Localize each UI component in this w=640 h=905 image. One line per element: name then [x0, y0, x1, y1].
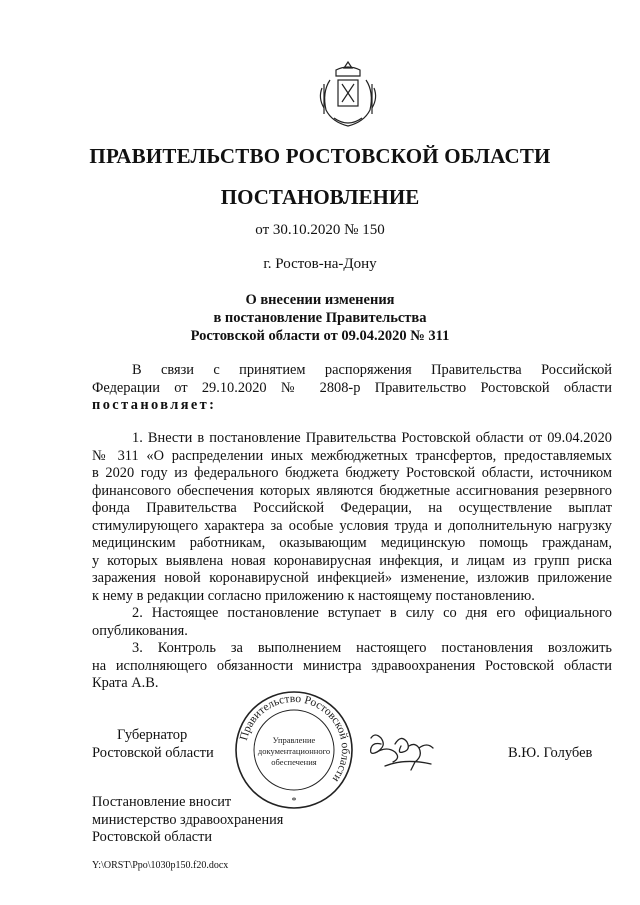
- introduced-by-line: Постановление вносит: [92, 794, 232, 810]
- signer-name: В.Ю. Голубев: [508, 745, 593, 761]
- coat-of-arms-icon: [316, 58, 380, 130]
- preamble-line: В связи с принятием распоряжения Правительства Российской: [132, 362, 612, 378]
- stamp-inner-line3: обеспечения: [271, 757, 317, 767]
- point-line: финансового обеспечения которых являются бюджетные ассигнования резервного: [92, 482, 612, 499]
- document-title: [0, 291, 640, 345]
- introduced-by-line: Ростовской области: [92, 829, 213, 845]
- point-line: медицинским работникам, оказывающим медицинскую помощь гражданам,: [92, 535, 612, 551]
- point-line: у которых выявлена новая коронавирусная инфекция, и лицам из групп риска: [92, 552, 612, 569]
- point-3: [92, 640, 612, 693]
- city: г. Ростов-на-Дону: [263, 256, 377, 272]
- point-line: заражения новой коронавирусной инфекцией» изменение, изложив приложение: [92, 570, 612, 586]
- stamp-star: *: [291, 796, 297, 807]
- point-line: Крата А.В.: [92, 675, 159, 691]
- decree-word: постановляет:: [92, 397, 217, 413]
- introduced-by: [92, 794, 283, 847]
- point-line: фонда Правительства Российской Федерации, на осуществление выплат: [92, 500, 612, 516]
- point-line: опубликования.: [92, 622, 188, 639]
- point-line: 2. Настоящее постановление вступает в силу со дня его официального: [132, 605, 612, 621]
- point-line: на исполняющего обязанности министра здравоохранения Ростовской области: [92, 657, 612, 674]
- preamble-line: Федерации от 29.10.2020 № 2808-р Правительство Ростовской области: [92, 379, 612, 396]
- point-line: в 2020 году из федерального бюджета бюджету Ростовской области, источником: [92, 465, 612, 481]
- title-line: в постановление Правительства: [213, 310, 427, 326]
- signer-position-line1: Губернатор: [117, 727, 188, 743]
- signer-position-line2: Ростовской области: [92, 745, 214, 761]
- document-type: ПОСТАНОВЛЕНИЕ: [220, 185, 420, 209]
- stamp-inner-line2: документационного: [257, 746, 331, 756]
- title-line: Ростовской области от 09.04.2020 № 311: [190, 328, 450, 344]
- point-line: стимулирующего характера за особые условия труда и дополнительную нагрузку: [92, 517, 612, 534]
- point-line: 3. Контроль за выполнением настоящего постановления возложить: [132, 640, 612, 656]
- government-name: ПРАВИТЕЛЬСТВО РОСТОВСКОЙ ОБЛАСТИ: [89, 144, 551, 168]
- preamble: [92, 362, 612, 415]
- stamp-ring-text: Правительство Ростовской области: [238, 692, 352, 785]
- stamp-inner-line1: Управление: [272, 735, 316, 745]
- introduced-by-line: министерство здравоохранения: [92, 811, 284, 828]
- point-line: № 311 «О распределении иных межбюджетных трансфертов, предоставляемых: [92, 447, 612, 464]
- point-1: [92, 430, 612, 605]
- title-line: О внесении изменения: [245, 292, 395, 308]
- file-path: Y:\ORST\Ppo\1030p150.f20.docx: [92, 860, 229, 871]
- handwritten-signature-icon: [365, 728, 445, 776]
- date-number: от 30.10.2020 № 150: [255, 222, 385, 238]
- point-2: [92, 605, 612, 640]
- point-line: 1. Внести в постановление Правительства Ростовской области от 09.04.2020: [132, 430, 612, 446]
- point-line: к нему в редакции согласно приложению к настоящему постановлению.: [92, 587, 535, 604]
